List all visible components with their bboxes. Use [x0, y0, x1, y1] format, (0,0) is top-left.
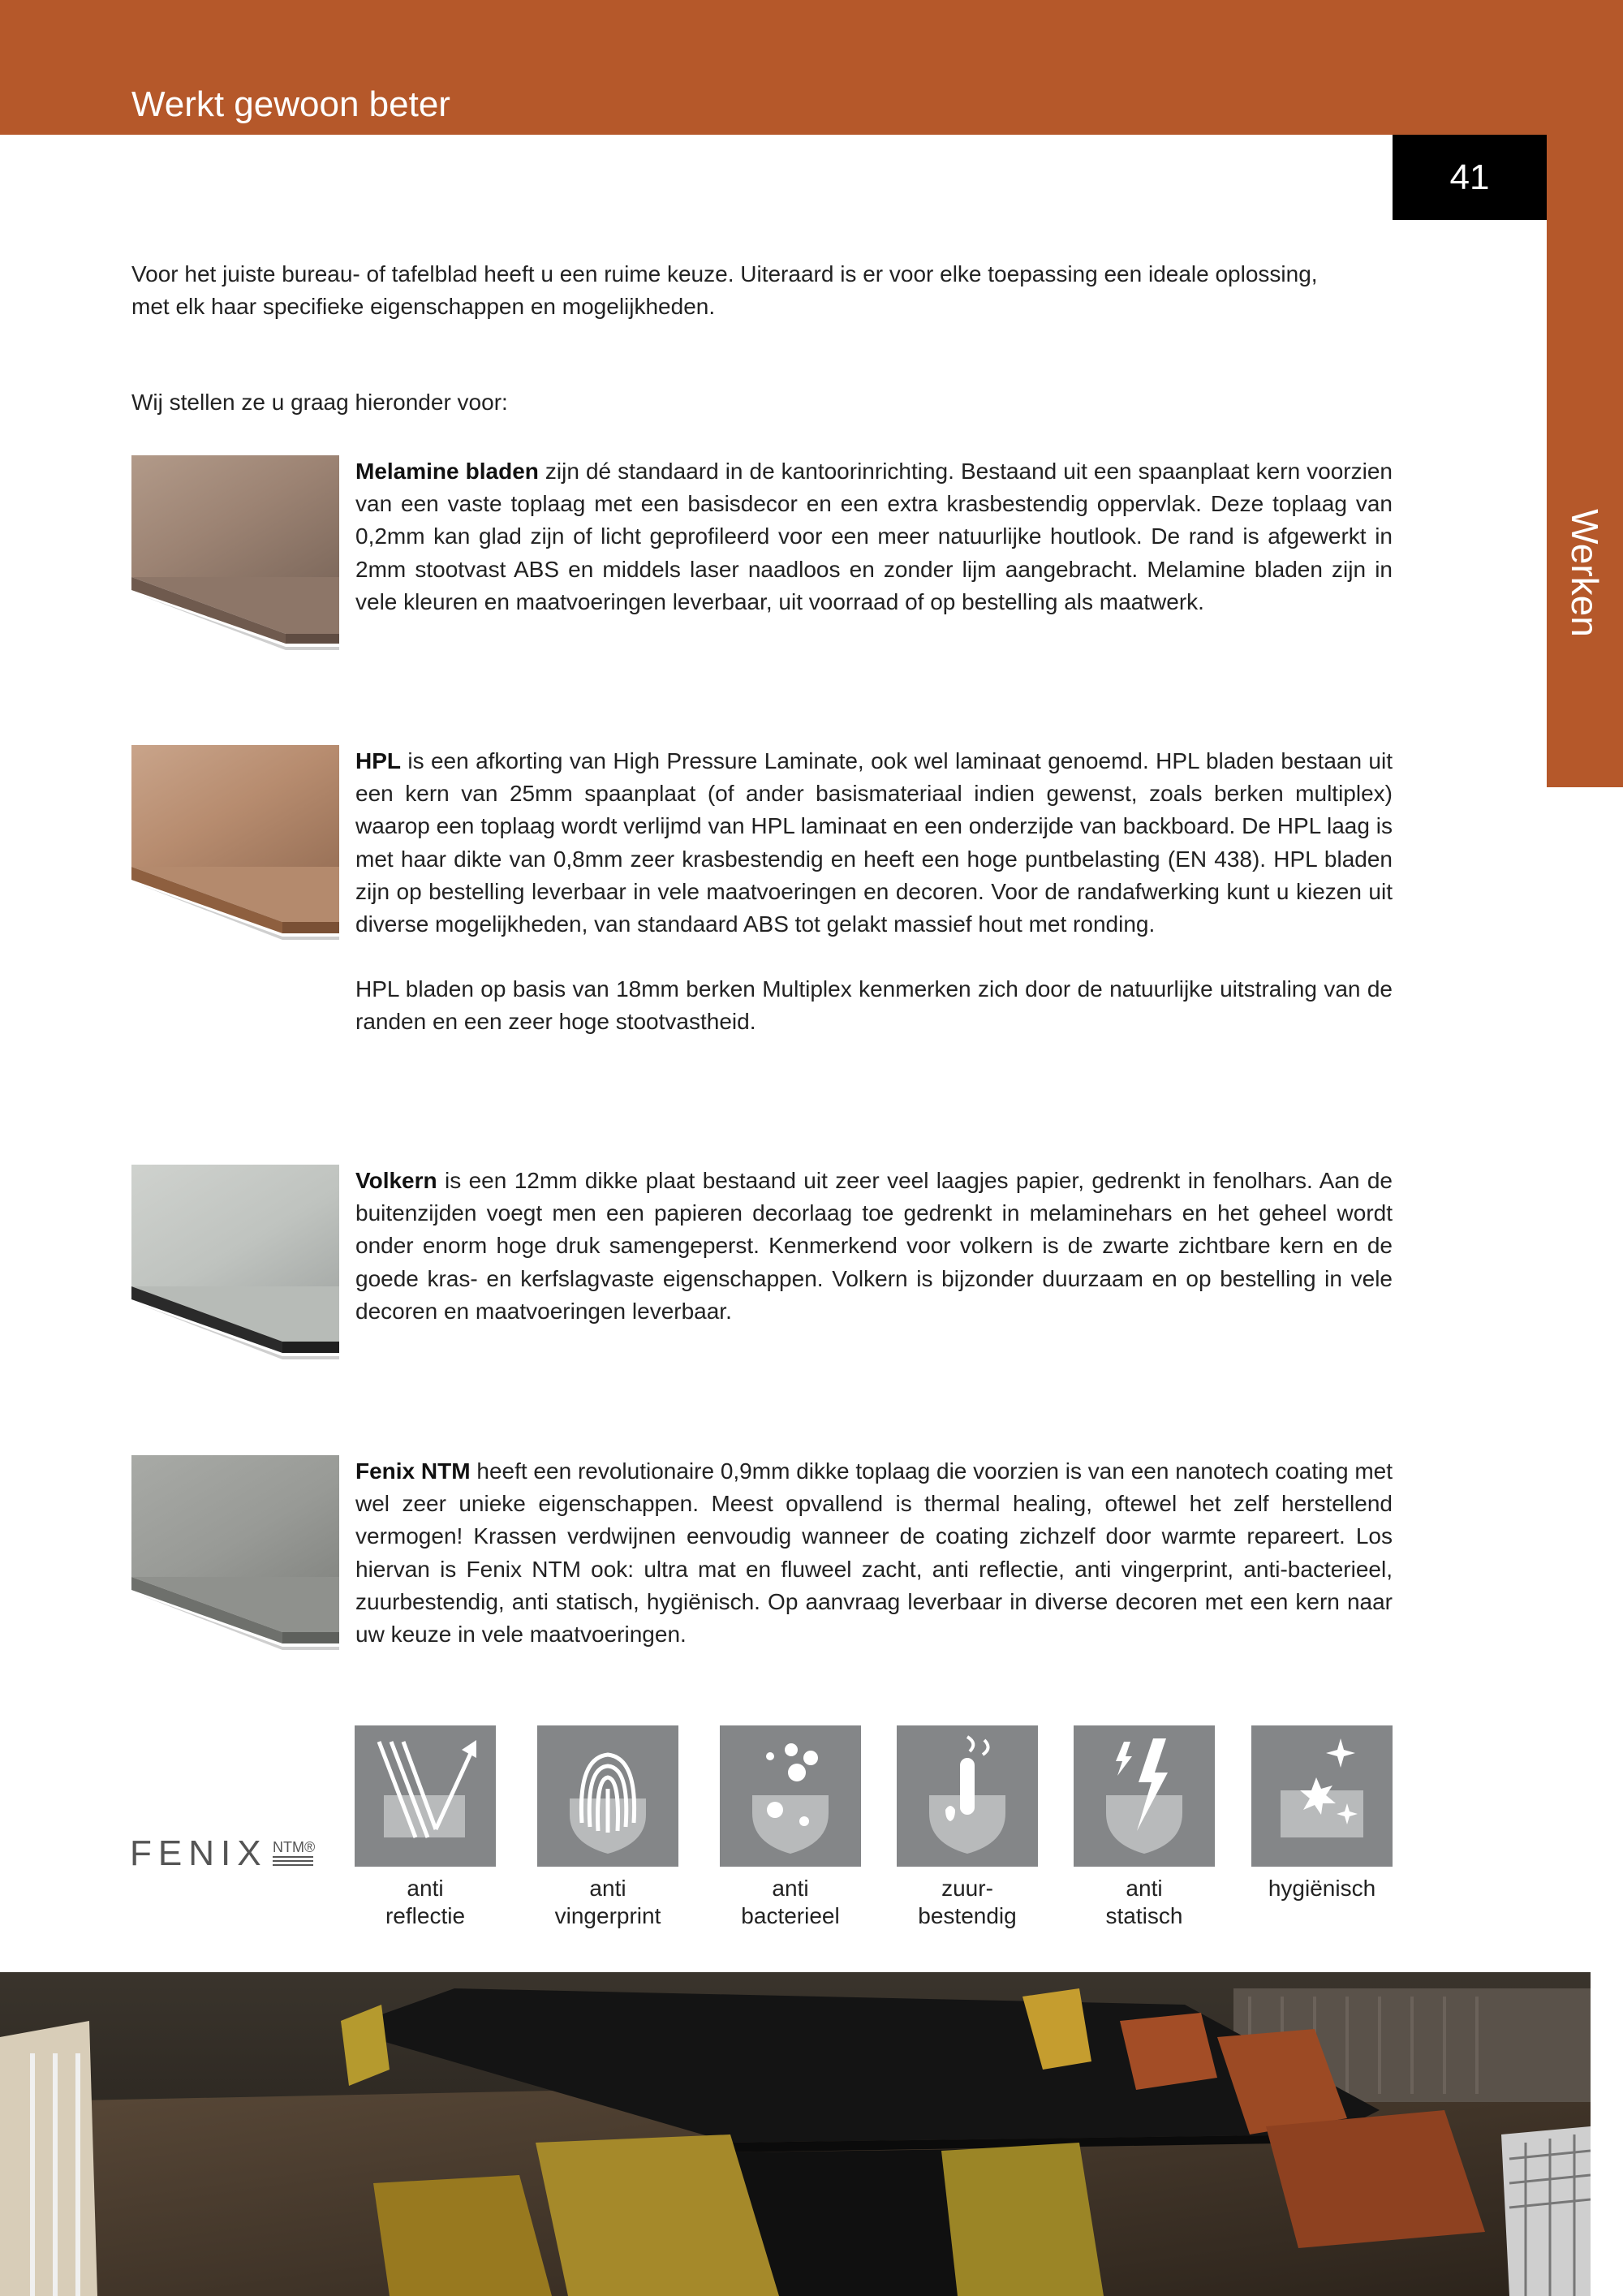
svg-text:FENIX: FENIX: [130, 1833, 268, 1873]
melamine-text: [355, 455, 1393, 618]
feature-label: hygiënisch: [1268, 1876, 1376, 1901]
fenix-text: [355, 1455, 1393, 1651]
feature-label: anti statisch: [1105, 1876, 1183, 1928]
melamine-title: Melamine bladen: [355, 459, 539, 484]
feature-anti-statisch: [1074, 1725, 1215, 1930]
feature-zuurbestendig: [897, 1725, 1038, 1930]
intro-line-1: Voor het juiste bureau- of tafelblad heeft u een ruime keuze. Uiteraard is er voor elke toepassing een ideale oplossing,: [131, 261, 1318, 286]
hpl-body-2: HPL bladen op basis van 18mm berken Multiplex kenmerken zich door de natuurlijke uitstraling van de randen en een zeer hoge stootvastheid.: [355, 976, 1393, 1035]
anti-reflection-icon: [355, 1725, 496, 1867]
melamine-body: zijn dé standaard in de kantoorinrichting. Bestaand uit een spaanplaat kern voorzien van een vaste toplaag met een basisdecor en een extra krasbestendig oppervlak. Deze toplaag van 0,2mm kan glad zijn of licht geprofileerd voor een meer natuurlijke houtlook. De rand is afgewerkt in 2mm stootvast ABS en middels laser naadloos en zonder lijm aangebracht. Melamine bladen zijn in vele kleuren en maatvoeringen leverbaar, uit voorraad of op bestelling als maatwerk.: [355, 459, 1393, 614]
section-title: Werkt gewoon beter: [131, 84, 450, 124]
volkern-body: is een 12mm dikke plaat bestaand uit zeer veel laagjes papier, gedrenkt in fenolhars. Aan de buitenzijden voegt men een papieren decorlaag toe gedrenkt in melaminehars en het geheel wordt onder enorm hoge druk samengeperst. Kenmerkend voor volkern is de zwarte zichtbare kern en de goede kras- en kerfslagvaste eigenschappen. Volkern is bijzonder duurzaam en op bestelling in vele decoren en maatvoeringen leverbaar.: [355, 1168, 1393, 1324]
fenix-sample-image: [131, 1455, 339, 1650]
hpl-title: HPL: [355, 748, 401, 773]
volkern-title: Volkern: [355, 1168, 437, 1193]
intro-line-2: met elk haar specifieke eigenschappen en mogelijkheden.: [131, 294, 716, 319]
feature-anti-vingerprint: [537, 1725, 678, 1930]
feature-label: anti reflectie: [385, 1876, 466, 1928]
volkern-text: [355, 1165, 1393, 1328]
intro-text: [131, 258, 1393, 323]
melamine-sample-image: [131, 455, 339, 650]
meeting-room-photo: [0, 1972, 1591, 2296]
hpl-text: [355, 745, 1393, 1039]
acid-icon: [897, 1725, 1038, 1867]
header-bar: [0, 0, 1623, 135]
feature-hygienisch: [1251, 1725, 1393, 1902]
intro-lead: Wij stellen ze u graag hieronder voor:: [131, 390, 508, 415]
fenix-ntm-logo: [130, 1833, 333, 1873]
bacteria-icon: [720, 1725, 861, 1867]
feature-label: anti vingerprint: [554, 1876, 661, 1928]
page-number: 41: [1393, 135, 1547, 220]
fingerprint-icon: [537, 1725, 678, 1867]
svg-text:NTM®: NTM®: [273, 1839, 316, 1855]
side-tab: [1547, 135, 1623, 787]
fenix-title: Fenix NTM: [355, 1458, 471, 1484]
hygiene-icon: [1251, 1725, 1393, 1867]
feature-label: anti bacterieel: [741, 1876, 840, 1928]
hpl-body: is een afkorting van High Pressure Laminate, ook wel laminaat genoemd. HPL bladen bestaan uit een kern van 25mm spaanplaat (of ander basismateriaal indien gewenst, zoals berken multiplex) waarop een toplaag wordt verlijmd van HPL laminaat en een onderzijde van backboard. De HPL laag is met haar dikte van 0,8mm zeer krasbestendig en heeft een hoge puntbelasting (EN 438). HPL bladen zijn op bestelling leverbaar in vele maatvoeringen en decoren. Voor de randafwerking kunt u kiezen uit diverse mogelijkheden, van standaard ABS tot gelakt massief hout met ronding.: [355, 748, 1393, 937]
volkern-sample-image: [131, 1165, 339, 1359]
hpl-sample-image: [131, 745, 339, 940]
static-icon: [1074, 1725, 1215, 1867]
feature-anti-bacterieel: [720, 1725, 861, 1930]
feature-label: zuur- bestendig: [918, 1876, 1017, 1928]
fenix-body: heeft een revolutionaire 0,9mm dikke toplaag die voorzien is van een nanotech coating met wel zeer unieke eigenschappen. Meest opvallend is thermal healing, oftewel het zelf herstellend vermogen! Krassen verdwijnen eenvoudig wanneer de coating zichzelf door warmte repareert. Los hiervan is Fenix NTM ook: ultra mat en fluweel zacht, anti reflectie, anti vingerprint, anti-bacterieel, zuurbestendig, anti statisch, hygiënisch. Op aanvraag leverbaar in diverse decoren met een kern naar uw keuze in vele maatvoeringen.: [355, 1458, 1393, 1648]
feature-anti-reflectie: [355, 1725, 496, 1930]
side-tab-label: Werken: [1564, 509, 1606, 637]
